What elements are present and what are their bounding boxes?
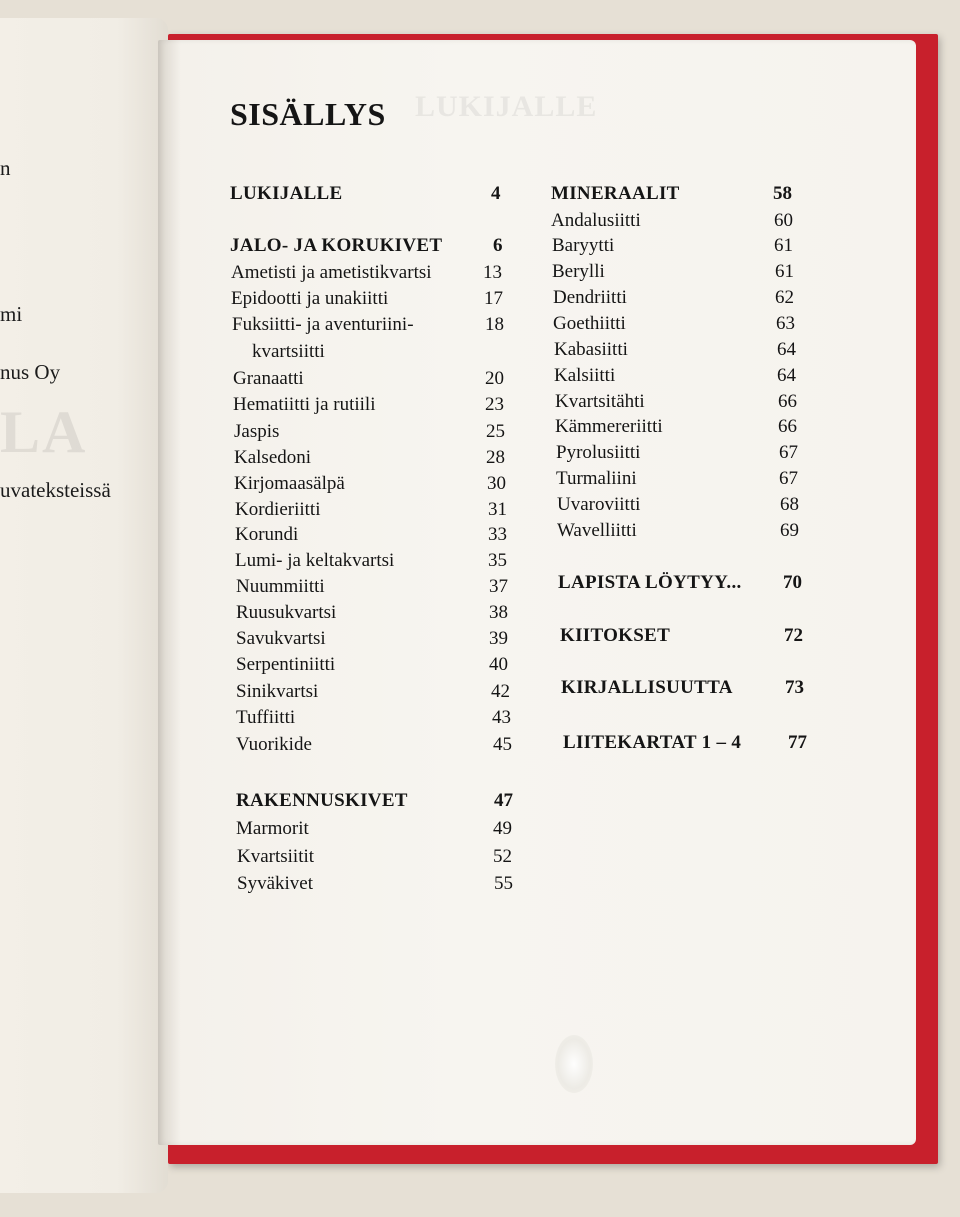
toc-section-heading: MINERAALIT: [551, 183, 680, 204]
toc-entry-label: Hematiitti ja rutiili: [233, 394, 376, 415]
toc-entry-label: Granaatti: [233, 368, 304, 389]
toc-page-number: 64: [777, 365, 796, 386]
toc-page-number: 39: [489, 628, 508, 649]
toc-entry-label: Dendriitti: [553, 287, 627, 308]
left-page-fragment: nus Oy: [0, 360, 61, 384]
toc-page-number: 63: [776, 313, 795, 334]
left-page-fragment: mi: [0, 302, 23, 326]
page-title: SISÄLLYS: [230, 96, 386, 132]
left-page-fragment: uvateksteissä: [0, 478, 111, 502]
toc-page-number: 77: [788, 732, 807, 753]
toc-page-number: 23: [485, 394, 504, 415]
toc-section-heading: RAKENNUSKIVET: [236, 790, 408, 811]
toc-page-number: 69: [780, 520, 799, 541]
toc-entry-label: Uvaroviitti: [557, 494, 641, 515]
toc-entry-label: Marmorit: [236, 818, 309, 839]
toc-page-number: 31: [488, 499, 507, 520]
toc-section-heading: LAPISTA LÖYTYY...: [558, 572, 742, 593]
toc-page-number: 37: [489, 576, 508, 597]
toc-entry-label: Ruusukvartsi: [236, 602, 337, 623]
left-page: [0, 18, 168, 1193]
toc-page-number: 25: [486, 421, 505, 442]
toc-entry-label: Kalsiitti: [554, 365, 616, 386]
toc-entry-label: Epidootti ja unakiitti: [231, 288, 389, 309]
toc-page-number: 47: [494, 790, 513, 811]
toc-entry-label: Turmaliini: [556, 468, 637, 489]
toc-entry-label: Tuffiitti: [236, 707, 296, 728]
toc-page-number: 17: [484, 288, 503, 309]
toc-entry-label: Kämmereriitti: [555, 416, 663, 437]
toc-entry-label: Korundi: [235, 524, 299, 545]
toc-page-number: 45: [493, 734, 512, 755]
toc-page-number: 28: [486, 447, 505, 468]
page-mark: [555, 1035, 593, 1093]
toc-page-number: 66: [778, 391, 797, 412]
left-page-fragment: n: [0, 156, 11, 180]
toc-entry-label: Ametisti ja ametistikvartsi: [231, 262, 432, 283]
toc-page-number: 68: [780, 494, 799, 515]
toc-page-number: 66: [778, 416, 797, 437]
toc-page-number: 62: [775, 287, 794, 308]
toc-entry-label: Vuorikide: [236, 734, 312, 755]
toc-entry-label: Berylli: [552, 261, 605, 282]
toc-entry-label: Kabasiitti: [554, 339, 628, 360]
toc-page-number: 40: [489, 654, 508, 675]
toc-page-number: 52: [493, 846, 512, 867]
toc-entry-label: Pyrolusiitti: [556, 442, 641, 463]
toc-page-number: 67: [779, 468, 798, 489]
toc-section-heading: LIITEKARTAT 1 – 4: [563, 732, 742, 753]
toc-page-number: 4: [491, 183, 501, 204]
toc-page-number: 49: [493, 818, 512, 839]
toc-page-number: 61: [775, 261, 794, 282]
toc-page-number: 30: [487, 473, 506, 494]
toc-entry-label: Jaspis: [234, 421, 280, 442]
toc-page-number: 64: [777, 339, 796, 360]
toc-section-heading: LUKIJALLE: [230, 183, 343, 204]
toc-page-number: 60: [774, 210, 793, 231]
toc-entry-label: Fuksiitti- ja aventuriini-: [232, 314, 414, 335]
toc-page-number: 73: [785, 677, 804, 698]
toc-page-number: 67: [779, 442, 798, 463]
toc-page-number: 35: [488, 550, 507, 571]
toc-page-number: 43: [492, 707, 511, 728]
toc-section-heading: KIRJALLISUUTTA: [561, 677, 733, 698]
toc-page-number: 33: [488, 524, 507, 545]
toc-entry-label: Wavelliitti: [557, 520, 637, 541]
toc-section-heading: JALO- JA KORUKIVET: [230, 235, 443, 256]
toc-entry-label: Syväkivet: [237, 873, 313, 894]
toc-entry-label: Goethiitti: [553, 313, 626, 334]
toc-entry-label: Lumi- ja keltakvartsi: [235, 550, 395, 571]
left-page-bleed-through: LA: [0, 399, 88, 465]
toc-entry-label: Kirjomaasälpä: [234, 473, 345, 494]
toc-entry-label: Serpentiniitti: [236, 654, 336, 675]
toc-page-number: 18: [485, 314, 504, 335]
toc-page-number: 42: [491, 681, 510, 702]
toc-page-number: 72: [784, 625, 803, 646]
toc-page-number: 38: [489, 602, 508, 623]
toc-page-number: 70: [783, 572, 802, 593]
toc-section-heading: KIITOKSET: [560, 625, 671, 646]
toc-entry-label: Savukvartsi: [236, 628, 326, 649]
toc-page-number: 20: [485, 368, 504, 389]
toc-entry-label: Andalusiitti: [551, 210, 641, 231]
toc-entry-label: Kvartsiitit: [237, 846, 315, 867]
toc-entry-label: kvartsiitti: [252, 341, 325, 362]
toc-entry-label: Kordieriitti: [235, 499, 321, 520]
toc-entry-label: Kalsedoni: [234, 447, 312, 468]
toc-page-number: 55: [494, 873, 513, 894]
toc-page-number: 58: [773, 183, 792, 204]
toc-page-number: 61: [774, 235, 793, 256]
toc-entry-label: Sinikvartsi: [236, 681, 319, 702]
toc-entry-label: Baryytti: [552, 235, 615, 256]
toc-page-number: 6: [493, 235, 503, 256]
toc-entry-label: Nuummiitti: [236, 576, 325, 597]
toc-entry-label: Kvartsitähti: [555, 391, 645, 412]
toc-page-number: 13: [483, 262, 502, 283]
bleed-through-heading: LUKIJALLE: [415, 90, 598, 123]
